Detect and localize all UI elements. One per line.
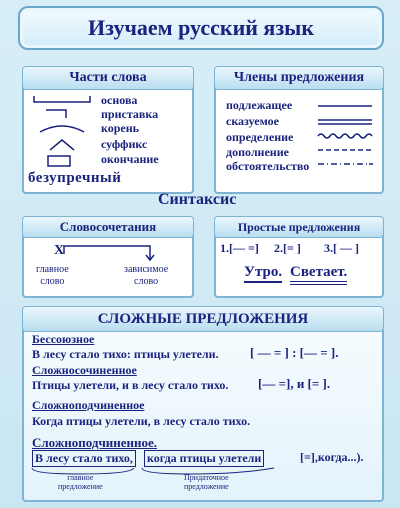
x-mark: X: [54, 243, 65, 258]
koren-icon: [40, 126, 84, 132]
sub-clause-note: Придаточное предложение: [184, 473, 229, 491]
simple-header-label: Простые предложения: [237, 219, 361, 234]
parts-symbols: [30, 92, 110, 172]
bessoyuz-text: В лесу стало тихо: птицы улетели.: [32, 347, 219, 361]
syntax-title: Синтаксис: [158, 191, 237, 208]
main-clause-note: главное предложение: [58, 473, 103, 491]
example-subject: Утро.: [244, 264, 282, 283]
scheme-3: 3.[ — ]: [324, 241, 359, 255]
scheme-1: 1.[— =]: [220, 241, 259, 255]
main-word-label: главное слово: [36, 264, 69, 287]
sochin-title: Сложносочиненное: [32, 363, 137, 377]
arrow-icon: [64, 246, 150, 260]
members-item: подлежащее: [226, 98, 293, 112]
sochin-text: Птицы улетели, и в лесу стало тихо.: [32, 378, 229, 392]
opredelenie-wavy-icon: [318, 134, 372, 138]
parts-item: приставка: [101, 107, 159, 121]
bessoyuz-title: Бессоюзное: [32, 332, 95, 346]
members-item: обстоятельство: [226, 159, 310, 173]
parts-example: безупречный: [28, 170, 122, 186]
scheme-2: 2.[= ]: [274, 241, 301, 255]
parts-item: суффикс: [101, 137, 148, 151]
okonchanie-icon: [48, 156, 70, 166]
phrases-header: [22, 216, 194, 238]
suffiks-icon: [50, 140, 74, 150]
podchin2-title: Сложноподчиненное.: [32, 435, 158, 450]
poster-title: Изучаем русский язык: [87, 15, 315, 40]
sochin-scheme: [— =], и [= ].: [258, 376, 331, 391]
complex-header: [22, 306, 384, 332]
simple-header: [214, 216, 384, 238]
parts-header-label: Части слова: [69, 70, 147, 85]
members-item: определение: [226, 130, 294, 144]
osnova-icon: [34, 96, 90, 102]
podchin2-scheme: [=],когда...).: [300, 450, 364, 464]
parts-item: окончание: [101, 152, 159, 166]
members-line-marks: [318, 98, 374, 178]
dependent-word-label: зависимое слово: [124, 264, 169, 287]
parts-item: основа: [101, 93, 138, 107]
title-plate: [18, 6, 384, 50]
complex-header-label: СЛОЖНЫЕ ПРЕДЛОЖЕНИЯ: [97, 310, 309, 327]
members-item: сказуемое: [226, 114, 279, 128]
podchin2-sub-clause: когда птицы улетели: [144, 450, 264, 467]
members-header: [214, 66, 384, 90]
members-item: дополнение: [226, 145, 289, 159]
podchin2-main-clause: В лесу стало тихо,: [32, 450, 136, 467]
parts-header: [22, 66, 194, 90]
podchin-title: Сложноподчиненное: [32, 398, 145, 412]
podchin-text: Когда птицы улетели, в лесу стало тихо.: [32, 414, 251, 428]
members-header-label: Члены предложения: [233, 70, 365, 85]
phrase-arrow: [60, 244, 160, 264]
bessoyuz-scheme: [ — = ] : [— = ].: [250, 345, 339, 360]
example-predicate: Светает.: [290, 264, 347, 285]
parts-item: корень: [101, 121, 140, 135]
pristavka-icon: [46, 110, 66, 118]
phrases-header-label: Словосочетания: [59, 219, 157, 234]
